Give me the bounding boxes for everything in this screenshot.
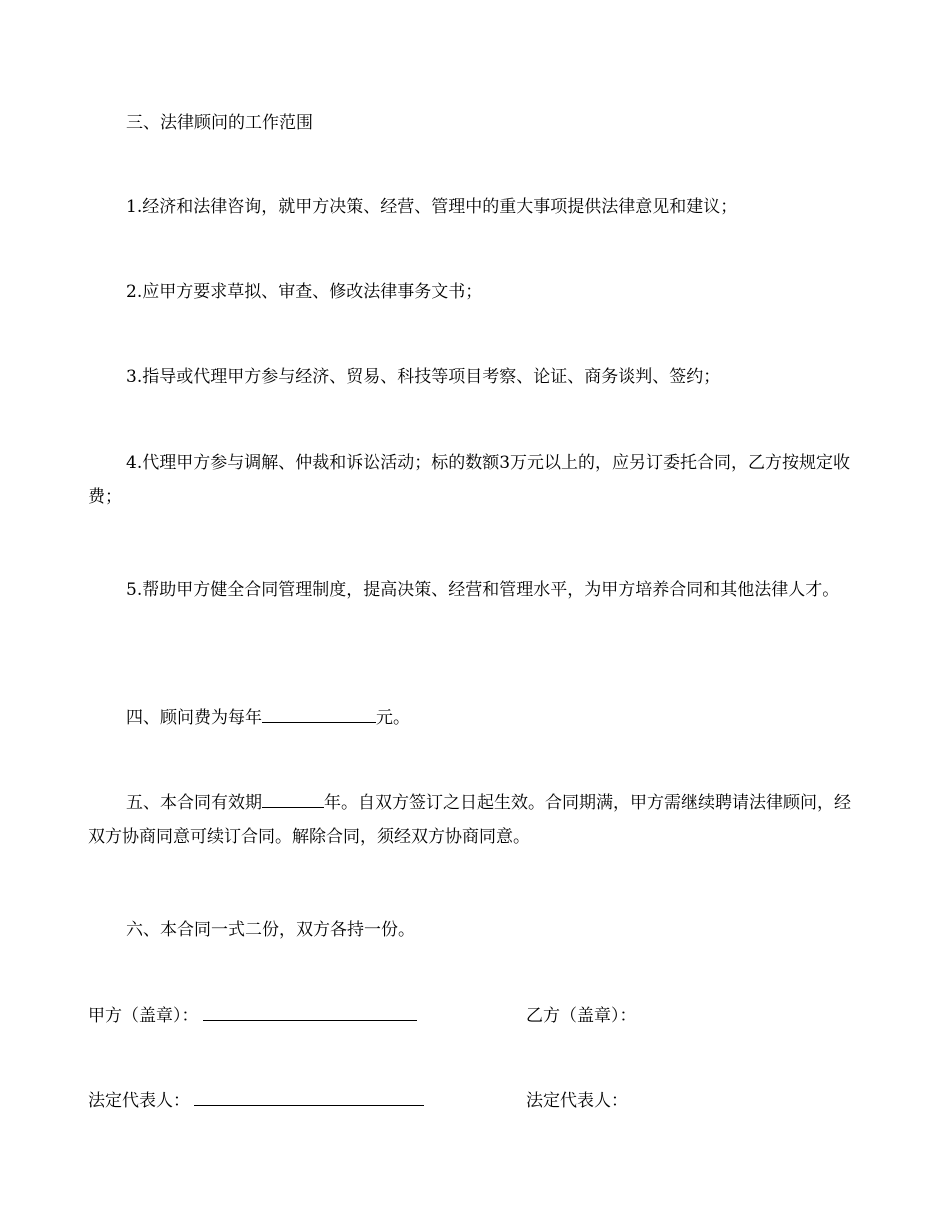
party-a-seal	[88, 999, 417, 1033]
section-4-fee	[88, 701, 864, 735]
section-3-title: 三、法律顾问的工作范围	[126, 113, 313, 133]
scope-item-4: 4.代理甲方参与调解、仲裁和诉讼活动；标的数额3万元以上的，应另订委托合同，乙方按规定收费；	[88, 453, 851, 507]
scope-item-2: 2.应甲方要求草拟、审查、修改法律事务文书；	[126, 282, 483, 302]
party-b-representative	[526, 1084, 628, 1118]
party-b-seal	[526, 999, 637, 1033]
party-a-rep-line	[194, 1085, 424, 1106]
section-5-prefix: 五、本合同有效期	[126, 793, 262, 813]
term-blank-line	[262, 789, 324, 808]
party-b-rep-label: 法定代表人：	[526, 1091, 628, 1111]
section-6-copies: 六、本合同一式二份，双方各持一份。	[126, 920, 415, 940]
party-a-seal-label: 甲方（盖章）：	[88, 1006, 199, 1026]
section-4-suffix: 元。	[376, 708, 410, 728]
section-5-term	[88, 786, 864, 854]
scope-item-5: 5.帮助甲方健全合同管理制度，提高决策、经营和管理水平，为甲方培养合同和其他法律人才。	[126, 580, 840, 600]
party-b-seal-label: 乙方（盖章）：	[526, 1006, 637, 1026]
section-5-suffix: 年。自双方签订之日起生效。合同期满，甲方需继续聘请法律顾问，经双方协商同意可续订合同。解除合同，须经双方协商同意。	[88, 793, 851, 847]
party-a-representative	[88, 1084, 424, 1118]
scope-item-3: 3.指导或代理甲方参与经济、贸易、科技等项目考察、论证、商务谈判、签约；	[126, 367, 721, 387]
party-a-seal-line	[203, 1000, 417, 1021]
fee-blank-line	[262, 704, 376, 723]
scope-item-1: 1.经济和法律咨询，就甲方决策、经营、管理中的重大事项提供法律意见和建议；	[126, 197, 738, 217]
party-a-rep-label: 法定代表人：	[88, 1091, 190, 1111]
section-4-prefix: 四、顾问费为每年	[126, 708, 262, 728]
